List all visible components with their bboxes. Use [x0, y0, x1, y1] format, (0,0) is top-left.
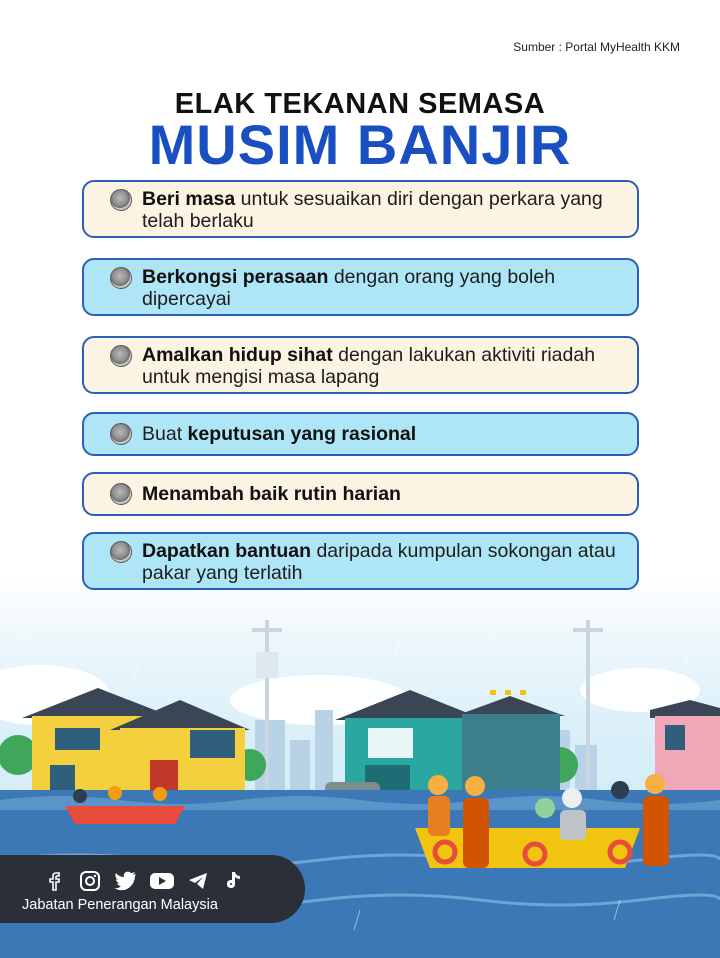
- source-credit: Sumber : Portal MyHealth KKM: [513, 40, 680, 54]
- bullet-icon: [110, 483, 132, 505]
- bullet-icon: [110, 345, 132, 367]
- teal-house: [335, 690, 565, 798]
- footer-bar: [0, 855, 305, 923]
- tip-bold: Berkongsi perasaan: [142, 266, 329, 288]
- telegram-icon[interactable]: [184, 867, 212, 895]
- tip-card-3: [82, 336, 639, 394]
- tip-text: dengan lakukan aktiviti riadah untuk mengisi masa lapang: [142, 344, 596, 388]
- tip-text: daripada kumpulan sokongan atau pakar yang terlatih: [142, 540, 616, 584]
- title-subheading: ELAK TEKANAN SEMASA: [174, 88, 546, 120]
- tip-bold: Menambah baik rutin harian: [142, 483, 401, 505]
- tip-text: dengan orang yang boleh dipercayai: [142, 266, 556, 310]
- tip-bold: Dapatkan bantuan: [142, 540, 312, 562]
- tip-text: untuk sesuaikan diri dengan perkara yang telah berlaku: [142, 188, 603, 232]
- tip-bold: Amalkan hidup sihat: [142, 344, 333, 366]
- tip-card-4: [82, 412, 639, 456]
- transformer-box: [256, 652, 278, 678]
- title-heading: MUSIM BANJIR: [148, 113, 572, 176]
- bullet-icon: [110, 267, 132, 289]
- twitter-icon[interactable]: [112, 867, 140, 895]
- tip-text: Buat: [142, 423, 183, 445]
- tip-bold: Beri masa: [142, 188, 236, 210]
- bullet-icon: [110, 423, 132, 445]
- bullet-icon: [110, 541, 132, 563]
- tip-card-1: [82, 180, 639, 238]
- tip-bold: keputusan yang rasional: [187, 423, 417, 445]
- tip-card-5: [82, 472, 639, 516]
- tiktok-icon[interactable]: [220, 867, 248, 895]
- youtube-icon[interactable]: [148, 867, 176, 895]
- instagram-icon[interactable]: [76, 867, 104, 895]
- footer-label: Jabatan Penerangan Malaysia: [22, 897, 218, 913]
- tip-card-2: [82, 258, 639, 316]
- yellow-house: [22, 688, 250, 798]
- tip-card-6: [82, 532, 639, 590]
- facebook-icon[interactable]: [40, 867, 68, 895]
- bullet-icon: [110, 189, 132, 211]
- social-icons: [40, 867, 248, 895]
